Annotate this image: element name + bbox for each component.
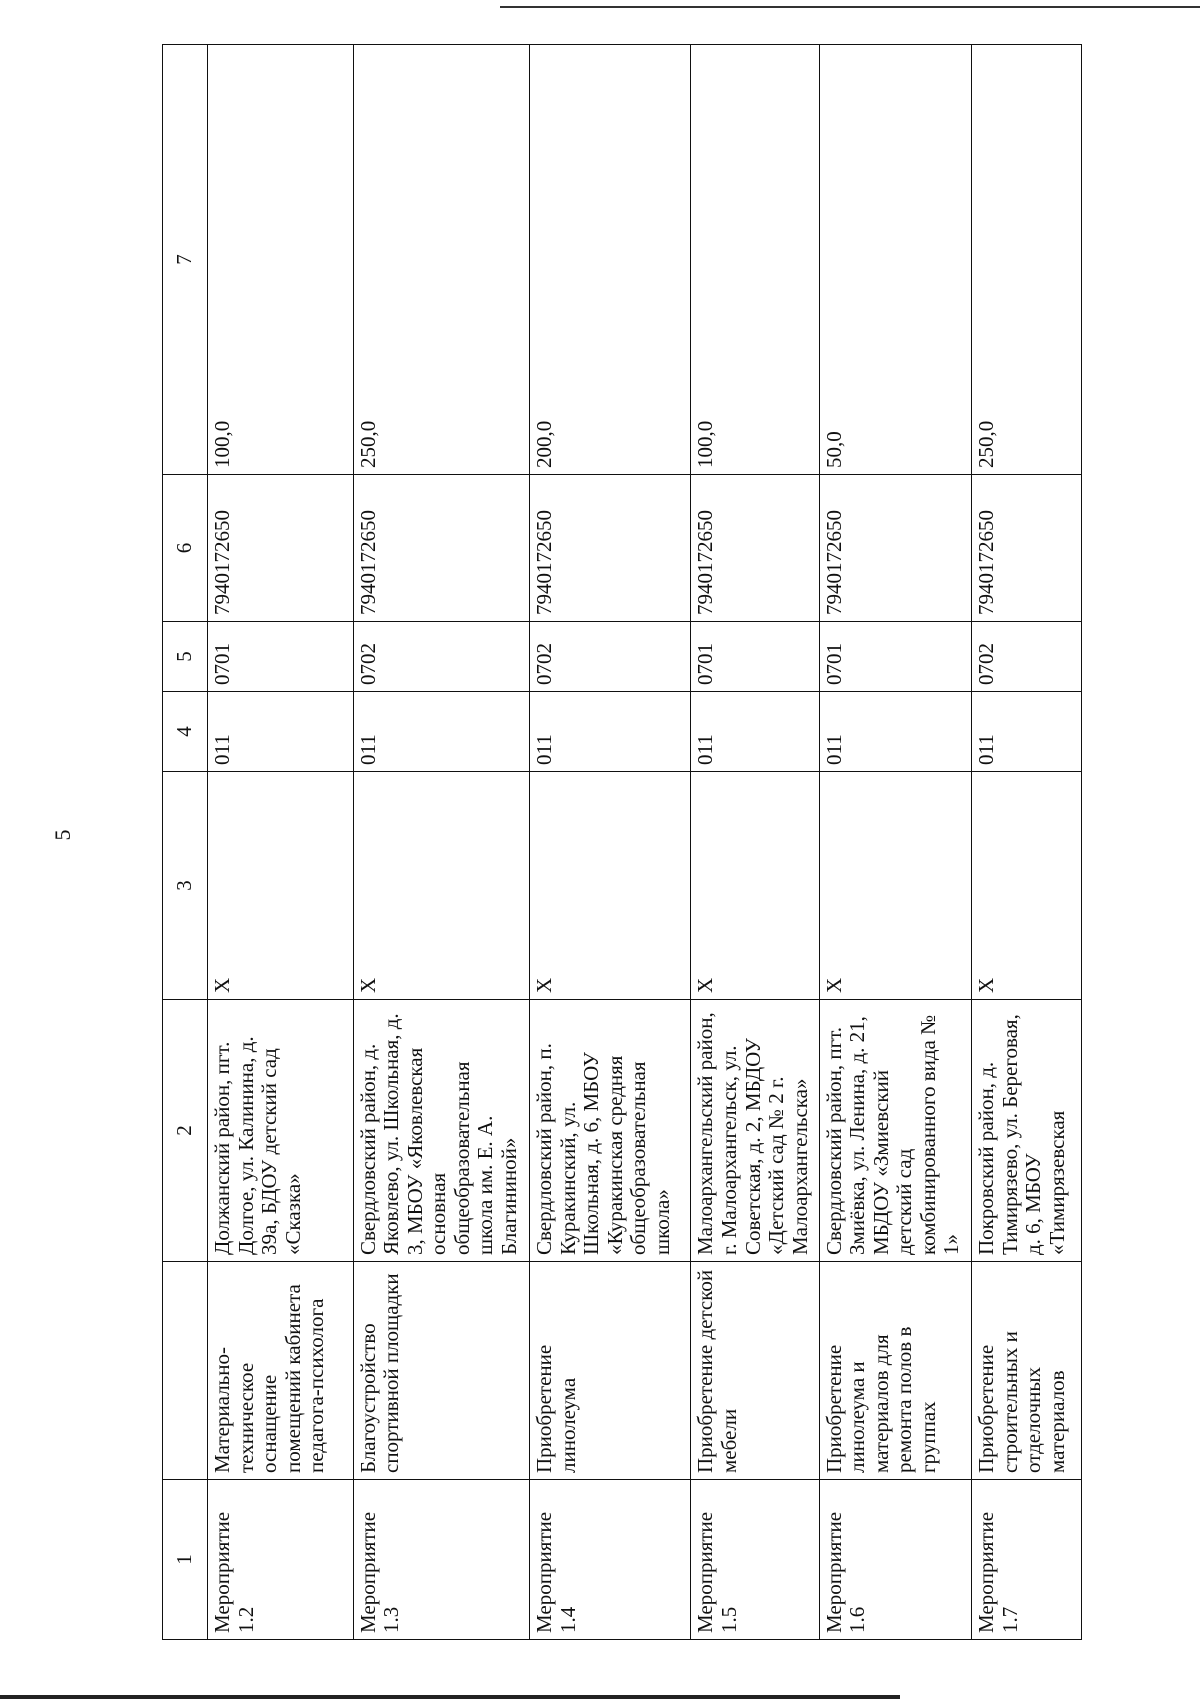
- header-row: [163, 45, 208, 1640]
- col5-cell: 0701: [691, 622, 819, 692]
- table-row: [353, 45, 529, 1640]
- col4-cell: 011: [691, 692, 819, 772]
- scan-edge-top: [500, 6, 1200, 8]
- col3-cell: X: [530, 772, 691, 1000]
- col3-cell: X: [691, 772, 819, 1000]
- amount-cell: 250,0: [353, 45, 529, 475]
- event-name-cell: Приобретение линолеума: [530, 1262, 691, 1480]
- header-cell: 2: [163, 1000, 208, 1262]
- col6-cell: 7940172650: [819, 475, 971, 622]
- col5-cell: 0701: [208, 622, 354, 692]
- address-cell: Малоархангельский район, г. Малоархангельск, ул. Советская, д. 2, МБДОУ «Детский сад № 2 г. Малоархангельска»: [691, 1000, 819, 1262]
- header-cell: 3: [163, 772, 208, 1000]
- address-cell: Свердловский район, п. Куракинский, ул. Школьная, д. 6, МБОУ «Куракинская средняя общеобразовательная школа»: [530, 1000, 691, 1262]
- amount-cell: 200,0: [530, 45, 691, 475]
- col4-cell: 011: [208, 692, 354, 772]
- col3-cell: X: [819, 772, 971, 1000]
- scan-edge-bottom: [0, 1695, 900, 1699]
- amount-cell: 250,0: [972, 45, 1082, 475]
- event-id-cell: Мероприятие 1.3: [353, 1480, 529, 1640]
- table-row: [819, 45, 971, 1640]
- col5-cell: 0702: [972, 622, 1082, 692]
- header-cell: 6: [163, 475, 208, 622]
- header-cell: 1: [163, 1480, 208, 1640]
- table-row: [208, 45, 354, 1640]
- rotated-table-container: [162, 45, 1082, 1640]
- col3-cell: X: [353, 772, 529, 1000]
- address-cell: Покровский район, д. Тимирязево, ул. Береговая, д. 6, МБОУ «Тимирязевская: [972, 1000, 1082, 1262]
- col3-cell: X: [208, 772, 354, 1000]
- col6-cell: 7940172650: [353, 475, 529, 622]
- event-id-cell: Мероприятие 1.5: [691, 1480, 819, 1640]
- event-id-cell: Мероприятие 1.7: [972, 1480, 1082, 1640]
- event-name-cell: Приобретение линолеума и материалов для ремонта полов в группах: [819, 1262, 971, 1480]
- col4-cell: 011: [530, 692, 691, 772]
- col3-cell: X: [972, 772, 1082, 1000]
- amount-cell: 50,0: [819, 45, 971, 475]
- event-id-cell: Мероприятие 1.2: [208, 1480, 354, 1640]
- col4-cell: 011: [353, 692, 529, 772]
- header-cell: [163, 1262, 208, 1480]
- col5-cell: 0702: [530, 622, 691, 692]
- col4-cell: 011: [972, 692, 1082, 772]
- event-name-cell: Благоустройство спортивной площадки: [353, 1262, 529, 1480]
- col5-cell: 0702: [353, 622, 529, 692]
- col6-cell: 7940172650: [691, 475, 819, 622]
- event-id-cell: Мероприятие 1.6: [819, 1480, 971, 1640]
- amount-cell: 100,0: [691, 45, 819, 475]
- table-row: [530, 45, 691, 1640]
- col6-cell: 7940172650: [530, 475, 691, 622]
- col4-cell: 011: [819, 692, 971, 772]
- event-id-cell: Мероприятие 1.4: [530, 1480, 691, 1640]
- address-cell: Должанский район, пгт. Долгое, ул. Калинина, д. 39а, БДОУ детский сад «Сказка»: [208, 1000, 354, 1262]
- page-number: 5: [50, 829, 75, 841]
- header-cell: 4: [163, 692, 208, 772]
- budget-table: [162, 44, 1082, 1640]
- header-cell: 7: [163, 45, 208, 475]
- header-cell: 5: [163, 622, 208, 692]
- address-cell: Свердловский район, пгт. Змиёвка, ул. Ленина, д. 21, МБДОУ «Змиевский детский сад комбинированного вида № 1»: [819, 1000, 971, 1262]
- col6-cell: 7940172650: [972, 475, 1082, 622]
- event-name-cell: Приобретение детской мебели: [691, 1262, 819, 1480]
- table-row: [972, 45, 1082, 1640]
- col5-cell: 0701: [819, 622, 971, 692]
- address-cell: Свердловский район, д. Яковлево, ул. Школьная, д. 3, МБОУ «Яковлевская основная общеобразовательная школа им. Е. А. Благининой»: [353, 1000, 529, 1262]
- event-name-cell: Приобретение строительных и отделочных материалов: [972, 1262, 1082, 1480]
- event-name-cell: Материально-техническое оснащение помещений кабинета педагога-психолога: [208, 1262, 354, 1480]
- table-row: [691, 45, 819, 1640]
- col6-cell: 7940172650: [208, 475, 354, 622]
- amount-cell: 100,0: [208, 45, 354, 475]
